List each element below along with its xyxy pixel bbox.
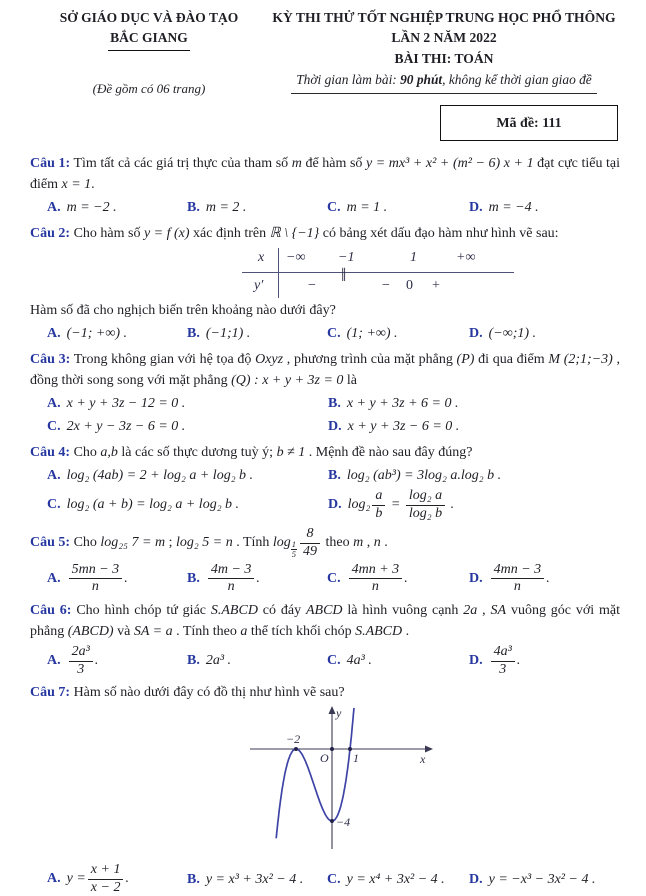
option-b: B. (−1;1) . (187, 326, 251, 341)
header-right (268, 8, 620, 98)
fraction: $\frac{5mn - 3}{n}$ (69, 562, 123, 595)
option-c: C. (1; +∞) . (327, 326, 398, 341)
question-4-options (47, 465, 620, 521)
fraction: $\frac{a}{b}$ (372, 488, 385, 521)
graph-svg (244, 705, 440, 853)
option-a: A. log₂ (4ab) = 2 + log₂ a + log₂ b . (47, 468, 254, 483)
origin-label: O (320, 751, 329, 766)
option-b: B. 2a³ . (187, 653, 232, 669)
option-c: C. log₂ (a + b) = log₂ a + log₂ b . (47, 497, 240, 513)
exam-code-box: Mã đề: 111 (440, 105, 618, 141)
header-left (30, 8, 268, 98)
option-d: D. $\frac{\text{4a³}}{3}$ . (469, 644, 521, 677)
province-name: BẮC GIANG (108, 28, 190, 50)
header-divider (291, 93, 597, 94)
option-a: A. y = $\frac{x + 1}{x - 2}$ . (47, 862, 129, 896)
option-c: C. m = 1 . (327, 200, 388, 215)
question-3 (30, 349, 620, 437)
option-c: C. 2x + y − 3z − 6 = 0 . (47, 419, 186, 434)
question-2-options (47, 323, 620, 344)
question-7 (30, 682, 620, 895)
option-a: A. $\frac{5mn - 3}{n}$ . (47, 561, 128, 595)
question-4 (30, 442, 620, 521)
sign-table-y-label: y′ (254, 278, 264, 293)
page-count-note: (Đề gồm có 06 trang) (92, 80, 206, 96)
question-1-stem: Câu 1: Tìm tất cả các giá trị thực của tham số m để hàm số y = mx³ + x² + (m² − 6) x + 1 đạt cực tiểu tại điểm x = 1. (30, 156, 621, 192)
sign-table-hline (242, 272, 514, 273)
exam-code-row (30, 105, 618, 141)
question-5-stem: Câu 5: Cho log₂₅ 7 = m ; log₂ 5 = n . Tính log $\frac{1}{5}$ $\frac{8}{49}$ theo m , n . (30, 526, 388, 560)
exam-duration: Thời gian làm bài: 90 phút, không kể thời gian giao đề (296, 72, 592, 88)
header (30, 8, 620, 98)
y-axis-arrow-icon (329, 706, 336, 714)
point-touch (294, 747, 298, 751)
option-c: C. y = x⁴ + 3x² − 4 . (327, 871, 445, 887)
option-d: D. $\frac{4mn - 3}{n}$ . (469, 561, 550, 595)
question-7-stem: Câu 7: Hàm số nào dưới đây có đồ thị như hình vẽ sau? (30, 685, 345, 701)
fraction: $\frac{\text{2a³}}{3}$ (69, 644, 93, 677)
option-a: A. (−1; +∞) . (47, 326, 127, 341)
question-5 (30, 526, 620, 595)
fraction: $\frac{4mn + 3}{n}$ (349, 562, 403, 595)
double-bar: ‖ (341, 265, 346, 286)
sign-table-x-label: x (258, 250, 265, 265)
point-cross (348, 747, 352, 751)
fraction: $\frac{\text{log₂ a}}{\text{log₂ b}}$ (406, 488, 445, 521)
department-name: SỞ GIÁO DỤC VÀ ĐÀO TẠO (59, 10, 239, 25)
question-2-query: Hàm số đã cho nghịch biến trên khoảng nào dưới đây? (30, 303, 336, 318)
option-b: B. log₂ (ab³) = 3log₂ a.log₂ b . (328, 468, 502, 483)
root-cross-label: 1 (353, 751, 359, 766)
option-b: B. $\frac{4m - 3}{n}$ . (187, 561, 260, 595)
fraction: $\frac{\text{4a³}}{3}$ (491, 644, 515, 677)
question-1-options (47, 197, 620, 218)
y-axis-label: y (336, 706, 342, 721)
option-d: D. y = −x³ − 3x² − 4 . (469, 871, 596, 887)
question-1 (30, 153, 620, 218)
fraction: $\frac{4mn - 3}{n}$ (491, 562, 545, 595)
exam-title: KỲ THI THỬ TỐT NGHIỆP TRUNG HỌC PHỔ THÔNG (272, 10, 616, 25)
root-touch-label: −2 (286, 732, 301, 747)
option-d: D. (−∞;1) . (469, 326, 537, 341)
question-6 (30, 600, 620, 677)
option-d: D. log₂ $\frac{a}{b}$ = $\frac{\text{log₂ a}}{\text{log₂ b}}$ . (328, 488, 455, 521)
question-6-options (47, 644, 620, 677)
option-b: B. y = x³ + 3x² − 4 . (187, 871, 304, 887)
function-graph (244, 705, 620, 860)
question-2 (30, 223, 620, 344)
point-min (330, 819, 334, 823)
option-c: C. 4a³ . (327, 653, 372, 669)
option-c: C. $\frac{4mn + 3}{n}$ . (327, 561, 408, 595)
question-3-options (47, 393, 620, 437)
option-a: A. m = −2 . (47, 200, 117, 215)
question-5-options (47, 562, 620, 595)
option-b: B. x + y + 3z + 6 = 0 . (328, 396, 459, 411)
question-4-stem: Câu 4: Cho a,b là các số thực dương tuỳ ý; b ≠ 1 . Mệnh đề nào sau đây đúng? (30, 445, 473, 460)
sign-table: x −∞ −1 1 +∞ y′ − ‖ − 0 + (242, 246, 514, 300)
fraction: $\frac{4m - 3}{n}$ (208, 562, 255, 595)
question-6-stem: Câu 6: Cho hình chóp tứ giác S.ABCD có đáy ABCD là hình vuông cạnh 2a , SA vuông góc với mặt phẳng (ABCD) và SA = a . Tính theo a thể tích khối chóp S.ABCD . (30, 603, 621, 640)
option-d: D. m = −4 . (469, 200, 539, 215)
log-base-fraction: $\frac{1}{5}$ (291, 538, 297, 560)
exam-subject: BÀI THI: TOÁN (394, 50, 494, 66)
point-origin (330, 747, 334, 751)
question-2-stem: Câu 2: Cho hàm số y = f (x) xác định trên ℝ \ {−1} có bảng xét dấu đạo hàm như hình vẽ sau: (30, 226, 559, 241)
min-label: −4 (336, 815, 351, 830)
question-3-stem: Câu 3: Trong không gian với hệ tọa độ Oxyz , phương trình của mặt phẳng (P) đi qua điểm M (2;1;−3) , đồng thời song song với mặt phẳng (Q) : x + y + 3z = 0 là (30, 352, 621, 388)
question-7-options (47, 862, 620, 895)
x-axis-label: x (420, 752, 426, 767)
option-a: A. $\frac{\text{2a³}}{3}$ . (47, 644, 99, 677)
option-a: A. x + y + 3z − 12 = 0 . (47, 396, 186, 411)
option-d: D. x + y + 3z − 6 = 0 . (328, 419, 460, 434)
option-b: B. m = 2 . (187, 200, 247, 215)
fraction: $\frac{8}{49}$ (300, 526, 320, 559)
fraction: $\frac{x + 1}{x - 2}$ (88, 862, 124, 895)
x-axis-arrow-icon (425, 746, 433, 753)
exam-round: LẦN 2 NĂM 2022 (391, 30, 497, 46)
